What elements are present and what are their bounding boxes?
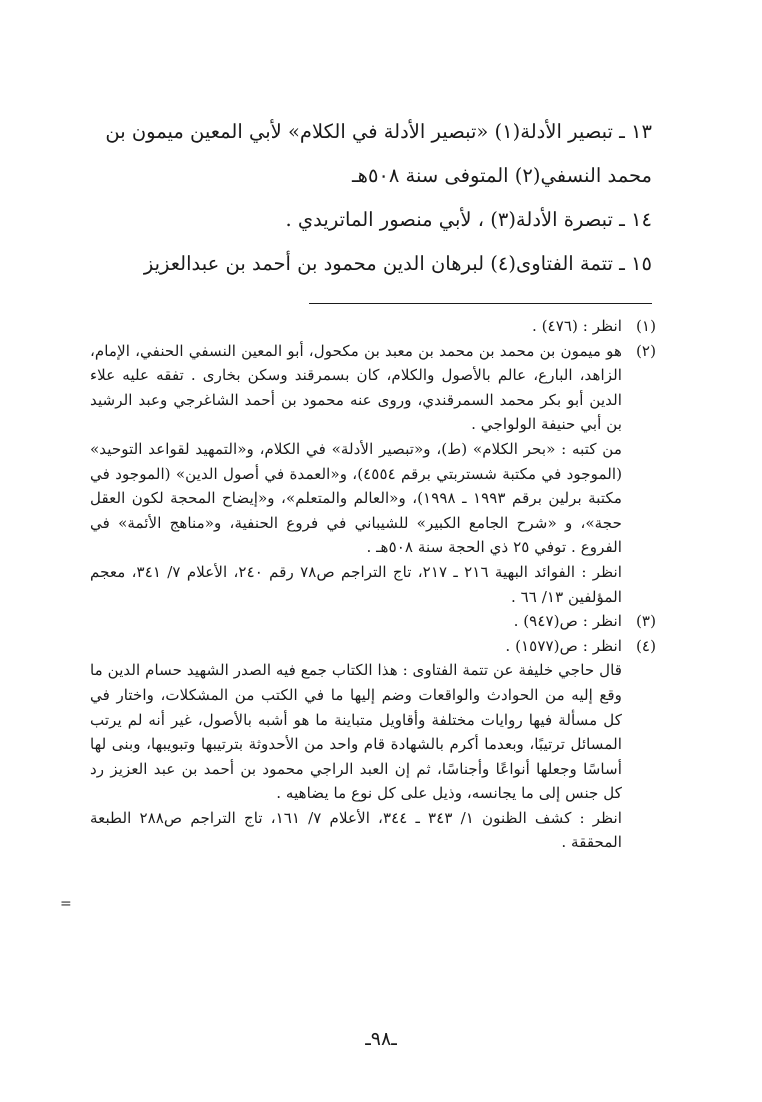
entry-15: ١٥ ـ تتمة الفتاوى(٤) لبرهان الدين محمود بن أحمد بن عبدالعزيز [143, 252, 652, 275]
footnote-text: انظر : (٤٧٦) . [531, 317, 622, 335]
continuation-mark: = [60, 896, 72, 912]
footnote-text: قال حاجي خليفة عن تتمة الفتاوى : هذا الكتاب جمع فيه الصدر الشهيد حسام الدين ما وقع إليه من الحوادث والواقعات وضم إليها ما في الكتب من المشكلات، واختار في كل مسألة فيها روايات مختلفة وأقاويل متباينة ما هو أشبه بالأصول، غير أنه لم يرتب المسائل ترتيبًا، وبعدما أكرم بالشهادة قام واحد من الأحدوثة بترتيبها وتبويبها، وبنى لها أساسًا وجعلها أنواعًا وأجناسًا، ثم إن العبد الراجي محمود بن أحمد بن عبد العزيز رد كل جنس إلى ما يجانسه، وذيل على كل نوع ما يضاهيه . [90, 661, 622, 803]
entry-13 [100, 110, 652, 198]
footnote-2 [90, 339, 656, 610]
footnote-4 [90, 634, 656, 855]
footnote-text: انظر : ص(٩٤٧) . [513, 612, 622, 631]
footnote-number: (٤) [635, 636, 656, 655]
footnote-number: (٢) [635, 341, 656, 360]
entry-13-line2: محمد النسفي(٢) المتوفى سنة ٥٠٨هـ [351, 164, 652, 187]
footnote-text: انظر : ص(١٥٧٧) . [505, 636, 622, 655]
footnote-number: (٣) [635, 612, 656, 631]
footnote-1 [90, 314, 656, 339]
entry-13-line1: ١٣ ـ تبصير الأدلة(١) «تبصير الأدلة في الكلام» لأبي المعين ميمون بن [105, 120, 652, 143]
footnote-number: (١) [635, 317, 656, 335]
main-entries [100, 110, 652, 286]
footnote-separator [309, 303, 652, 304]
footnotes [90, 314, 656, 855]
footnote-text: من كتبه : «بحر الكلام» (ط)، و«تبصير الأدلة» في الكلام، و«التمهيد لقواعد التوحيد» (الموجود في مكتبة شستربتي برقم ٤٥٥٤)، و«العمدة في أصول الدين» (الموجود في مكتبة برلين برقم ١٩٩٣ ـ ١٩٩٨)، و«العالم والمتعلم»، و«إيضاح المحجة لكون العقل حجة»، و «شرح الجامع الكبير» للشيباني في فروع الحنفية، و«مناهج الأئمة» في الفروع . توفي ٢٥ ذي الحجة سنة ٥٠٨هـ . [90, 439, 622, 557]
footnote-text: انظر : كشف الظنون ١/ ٣٤٣ ـ ٣٤٤، الأعلام ٧/ ١٦١، تاج التراجم ص٢٨٨ الطبعة المحققة . [90, 808, 622, 852]
footnote-text: انظر : الفوائد البهية ٢١٦ ـ ٢١٧، تاج التراجم ص٧٨ رقم ٢٤٠، الأعلام ٧/ ٣٤١، معجم المؤلفين ١٣/ ٦٦ . [90, 562, 622, 606]
entry-14: ١٤ ـ تبصرة الأدلة(٣) ، لأبي منصور الماتريدي . [285, 208, 652, 231]
footnote-text: هو ميمون بن محمد بن محمد بن معبد بن مكحول، أبو المعين النسفي الحنفي، الإمام، الزاهد، البارع، عالم بالأصول والكلام، كان بسمرقند وسكن بخارى . تفقه عليه علاء الدين أبو بكر محمد السمرقندي، وروى عنه محمود بن أحمد الشاغرجي وعبد الرشيد بن أبي حنيفة الولواجي . [90, 341, 622, 434]
page-number: ـ٩٨ـ [365, 1028, 397, 1050]
footnote-3 [90, 609, 656, 634]
